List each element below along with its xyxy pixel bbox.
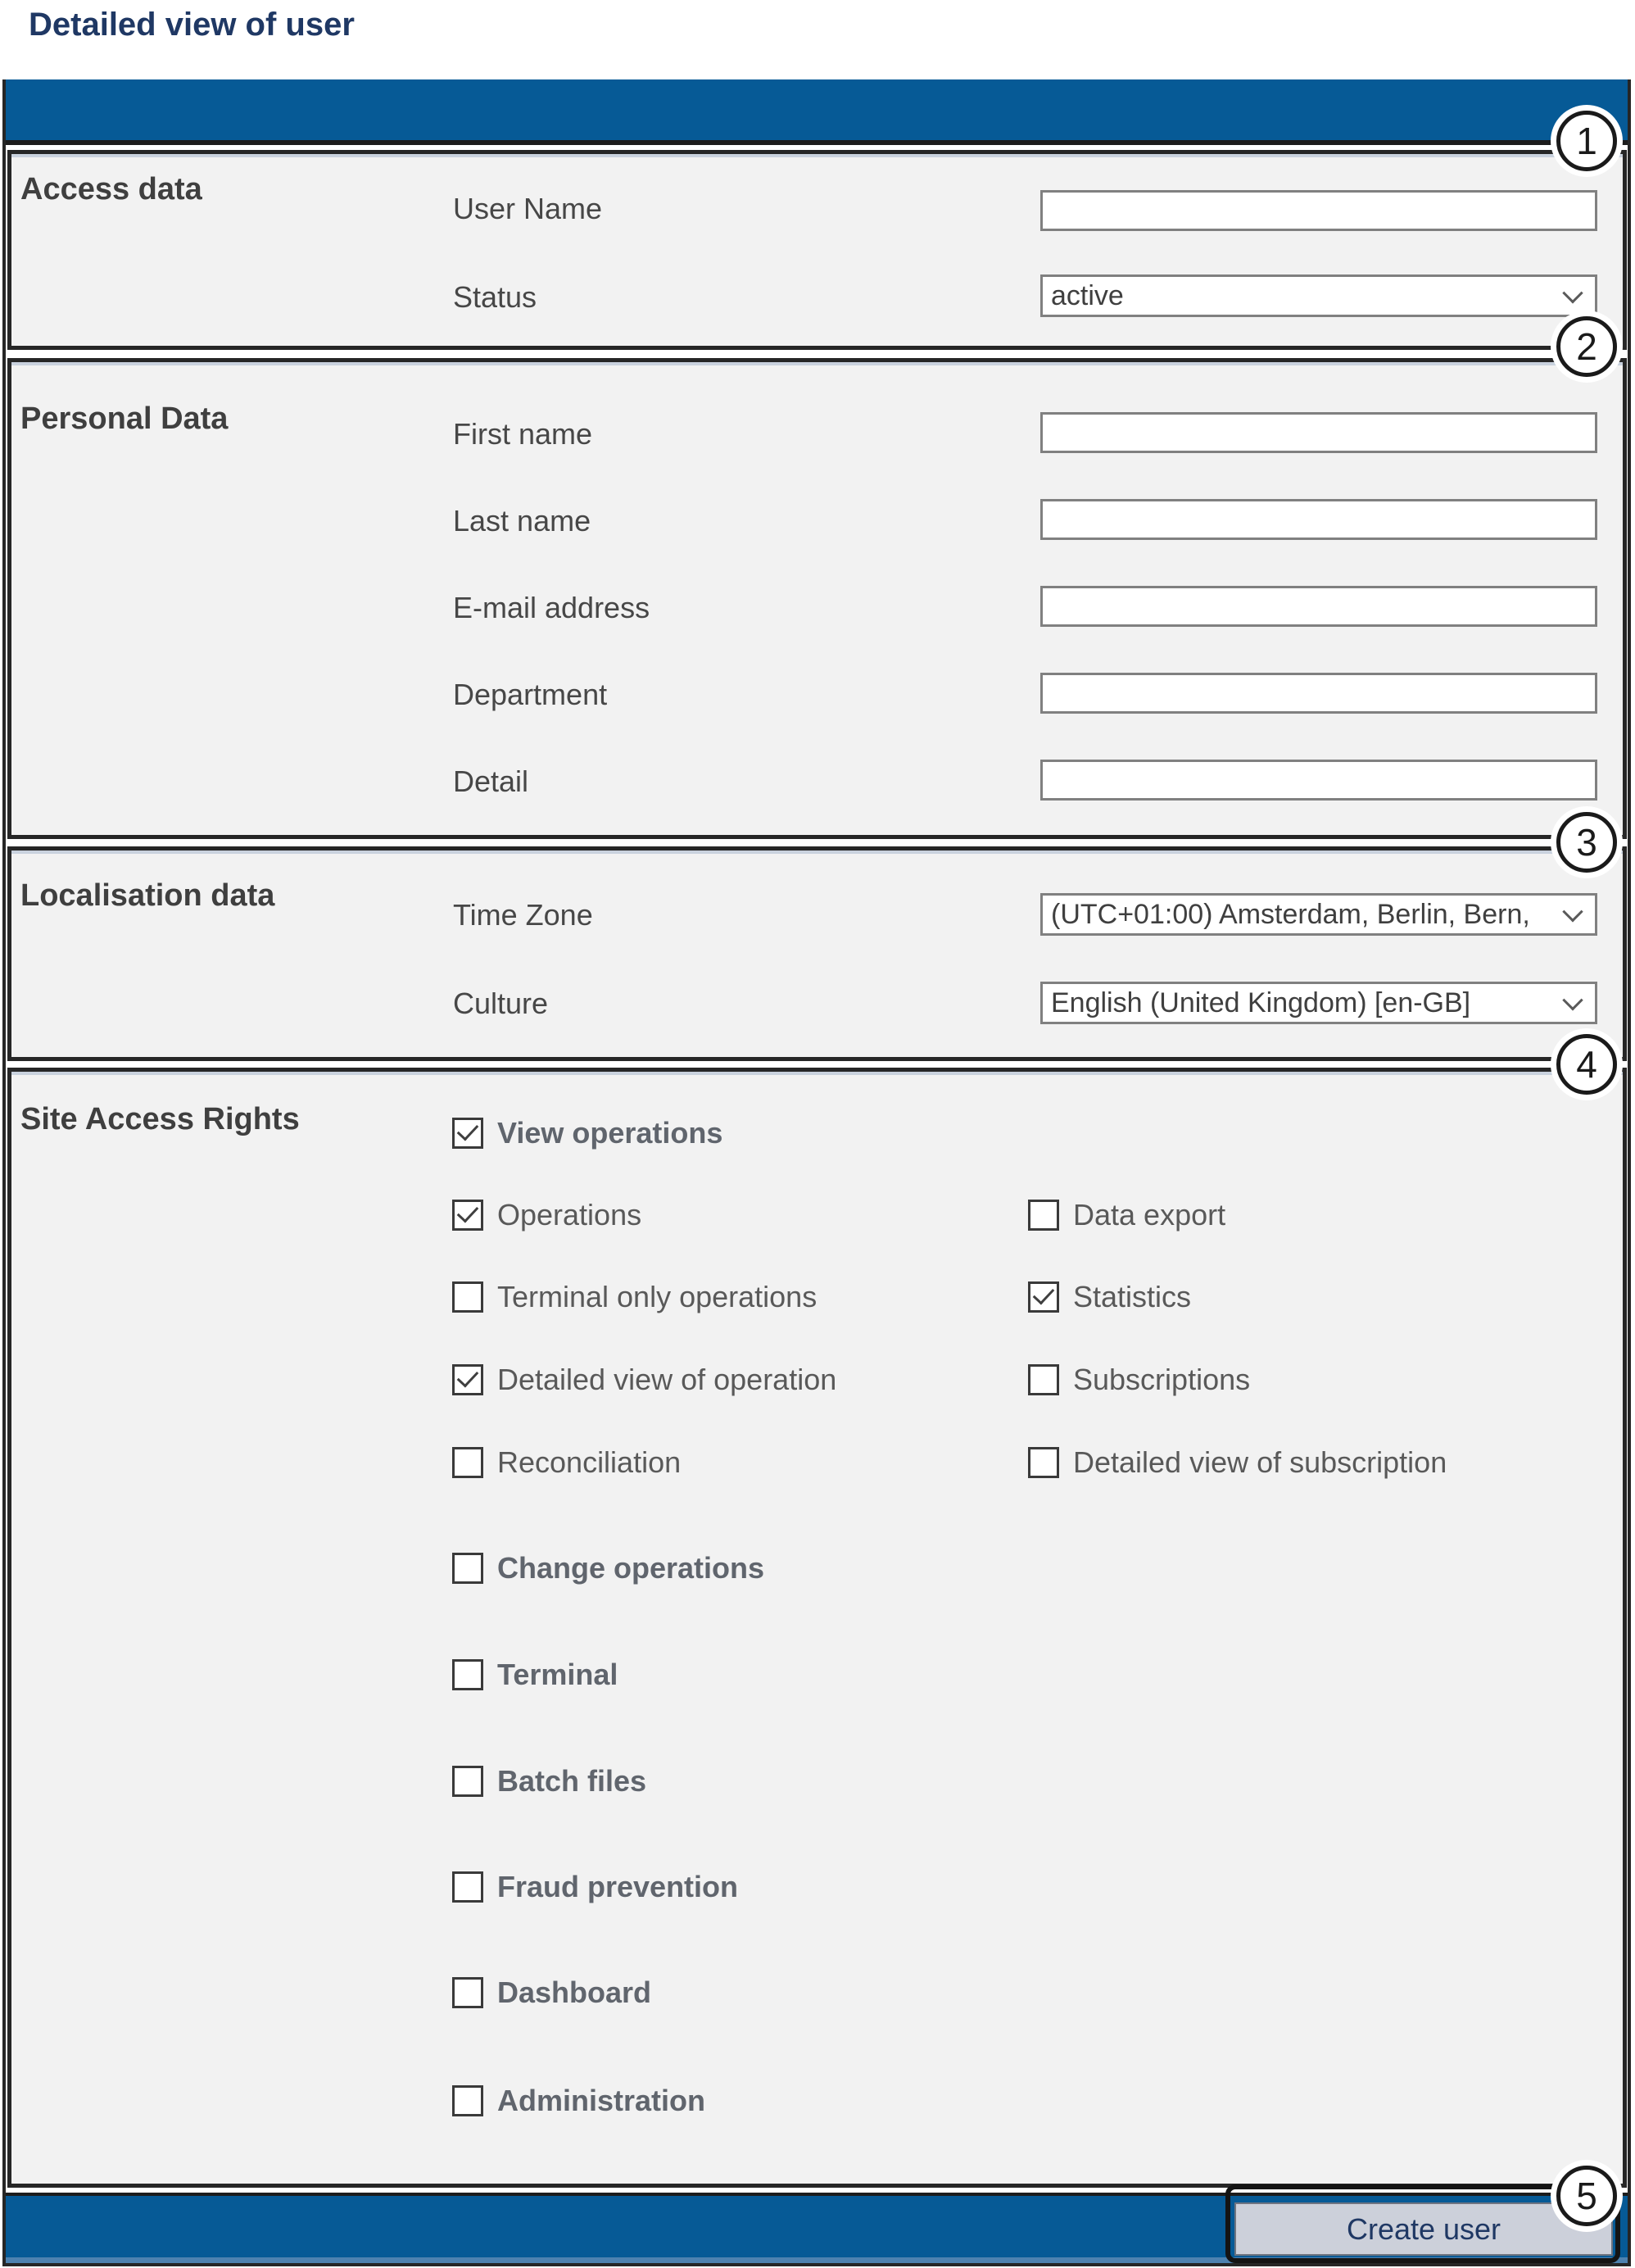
page-title: Detailed view of user	[29, 7, 355, 43]
status-select-value: active	[1051, 279, 1124, 311]
last-name-input[interactable]	[1040, 499, 1597, 540]
checkbox-reconciliation[interactable]	[452, 1447, 483, 1478]
checkbox-batch-files[interactable]	[452, 1766, 483, 1797]
checkbox-data-export[interactable]	[1028, 1200, 1059, 1231]
checkbox-fraud-prevention-label: Fraud prevention	[497, 1870, 739, 1903]
checkbox-data-export-label: Data export	[1073, 1198, 1226, 1232]
callout-circle-1: 1	[1556, 111, 1617, 171]
user-name-input[interactable]	[1040, 190, 1597, 231]
email-input[interactable]	[1040, 586, 1597, 627]
section-accent	[11, 362, 1623, 365]
checkbox-batch-files-label: Batch files	[497, 1764, 647, 1798]
callout-circle-2: 2	[1556, 316, 1617, 377]
checkbox-terminal-label: Terminal	[497, 1658, 618, 1691]
callout-circle-5: 5	[1556, 2166, 1617, 2226]
first-name-input[interactable]	[1040, 412, 1597, 453]
checkbox-administration[interactable]	[452, 2085, 483, 2116]
culture-label: Culture	[453, 987, 549, 1020]
department-input[interactable]	[1040, 673, 1597, 714]
culture-select-value: English (United Kingdom) [en-GB]	[1051, 987, 1471, 1018]
checkbox-operations-label: Operations	[497, 1198, 642, 1232]
checkbox-dashboard[interactable]	[452, 1977, 483, 2008]
section-accent	[11, 850, 1623, 854]
detail-label: Detail	[453, 764, 529, 798]
checkbox-change-operations-label: Change operations	[497, 1551, 765, 1585]
status-label: Status	[453, 280, 537, 314]
callout-circle-3: 3	[1556, 812, 1617, 873]
last-name-label: Last name	[453, 504, 591, 538]
header-bar	[6, 79, 1628, 145]
access-data-heading: Access data	[20, 172, 202, 206]
checkbox-terminal-only-operations-label: Terminal only operations	[497, 1280, 818, 1313]
checkbox-terminal-only-operations[interactable]	[452, 1281, 483, 1313]
checkbox-operations[interactable]	[452, 1200, 483, 1231]
department-label: Department	[453, 678, 608, 711]
checkbox-view-operations[interactable]	[452, 1118, 483, 1149]
first-name-label: First name	[453, 417, 593, 451]
detail-input[interactable]	[1040, 760, 1597, 801]
checkbox-statistics-label: Statistics	[1073, 1280, 1192, 1313]
section-localisation-data	[7, 846, 1627, 1061]
checkbox-detailed-view-of-subscription-label: Detailed view of subscription	[1073, 1445, 1447, 1479]
section-site-access-rights	[7, 1068, 1627, 2188]
checkbox-subscriptions[interactable]	[1028, 1364, 1059, 1395]
checkbox-detailed-view-of-subscription[interactable]	[1028, 1447, 1059, 1478]
time-zone-select-value: (UTC+01:00) Amsterdam, Berlin, Bern,	[1051, 898, 1530, 930]
checkbox-detailed-view-of-operation[interactable]	[452, 1364, 483, 1395]
checkbox-dashboard-label: Dashboard	[497, 1975, 652, 2009]
callout-circle-4: 4	[1556, 1034, 1617, 1095]
section-accent	[11, 154, 1623, 157]
checkbox-detailed-view-of-operation-label: Detailed view of operation	[497, 1363, 837, 1396]
checkbox-change-operations[interactable]	[452, 1553, 483, 1584]
checkbox-reconciliation-label: Reconciliation	[497, 1445, 682, 1479]
checkbox-statistics[interactable]	[1028, 1281, 1059, 1313]
email-label: E-mail address	[453, 591, 650, 624]
status-select[interactable]	[1040, 274, 1597, 317]
checkbox-administration-label: Administration	[497, 2084, 706, 2117]
section-accent	[11, 1072, 1623, 1075]
chevron-down-icon	[1562, 990, 1583, 1010]
time-zone-select[interactable]	[1040, 893, 1597, 936]
site-access-rights-heading: Site Access Rights	[20, 1102, 300, 1136]
section-personal-data	[7, 358, 1627, 839]
form-container	[2, 79, 1631, 2266]
create-user-button[interactable]: Create user	[1234, 2202, 1613, 2256]
section-access-data	[7, 150, 1627, 350]
localisation-data-heading: Localisation data	[20, 878, 275, 913]
chevron-down-icon	[1562, 283, 1583, 303]
user-name-label: User Name	[453, 192, 603, 225]
personal-data-heading: Personal Data	[20, 401, 229, 436]
checkbox-fraud-prevention[interactable]	[452, 1871, 483, 1903]
time-zone-label: Time Zone	[453, 898, 593, 932]
culture-select[interactable]	[1040, 982, 1597, 1024]
chevron-down-icon	[1562, 901, 1583, 922]
checkbox-terminal[interactable]	[452, 1659, 483, 1690]
checkbox-subscriptions-label: Subscriptions	[1073, 1363, 1251, 1396]
checkbox-view-operations-label: View operations	[497, 1116, 723, 1150]
